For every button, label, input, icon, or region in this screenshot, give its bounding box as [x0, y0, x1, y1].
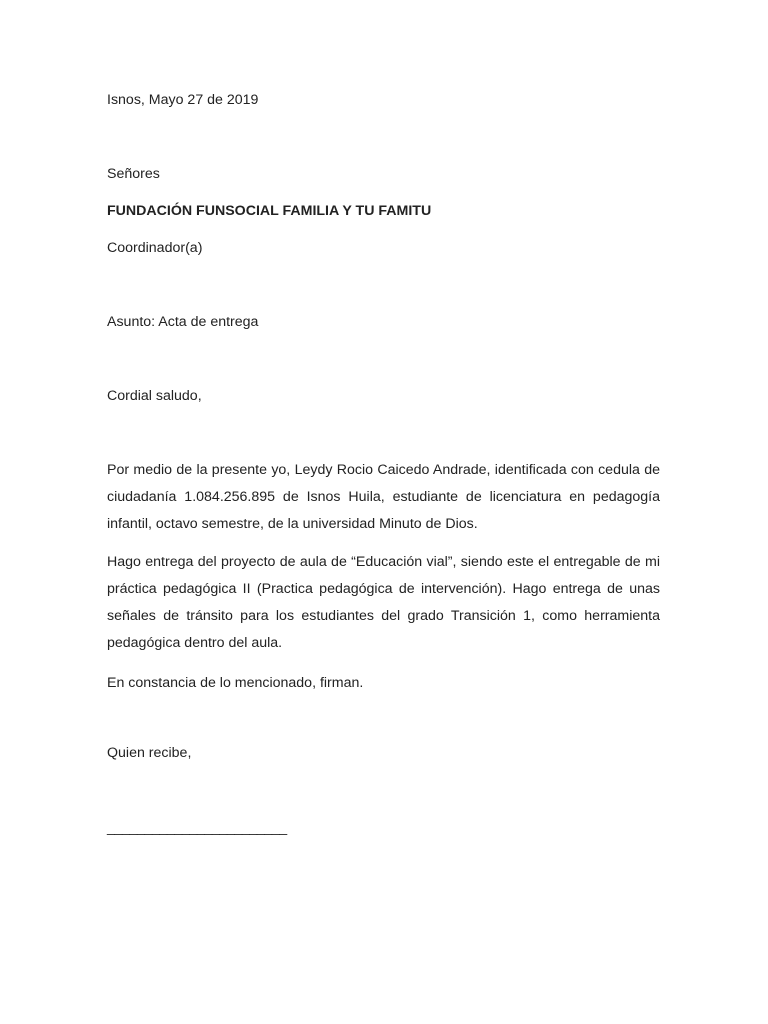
- signature-line: ________________________: [107, 820, 287, 836]
- body-paragraph-2: Hago entrega del proyecto de aula de “Educación vial”, siendo este el entregable de mi práctica pedagógica II (Practica pedagógica de intervención). Hago entrega de unas señales de tránsito para los estudiantes del grado Transición 1, como herramienta pedagógica dentro del aula.: [107, 554, 660, 651]
- receiver-label: Quien recibe,: [107, 745, 192, 761]
- body-paragraph-1: Por medio de la presente yo, Leydy Rocio Caicedo Andrade, identificada con cedula de ciudadanía 1.084.256.895 de Isnos Huila, estudiante de licenciatura en pedagogía infantil, octavo semestre, de la universidad Minuto de Dios.: [107, 462, 660, 532]
- date-line: Isnos, Mayo 27 de 2019: [107, 92, 259, 108]
- addressee-role: Coordinador(a): [107, 240, 203, 256]
- subject-line: Asunto: Acta de entrega: [107, 314, 259, 330]
- body-paragraph-3: En constancia de lo mencionado, firman.: [107, 675, 364, 691]
- greeting: Cordial saludo,: [107, 388, 202, 404]
- organization-name: FUNDACIÓN FUNSOCIAL FAMILIA Y TU FAMITU: [107, 203, 432, 219]
- addressee-prefix: Señores: [107, 166, 160, 182]
